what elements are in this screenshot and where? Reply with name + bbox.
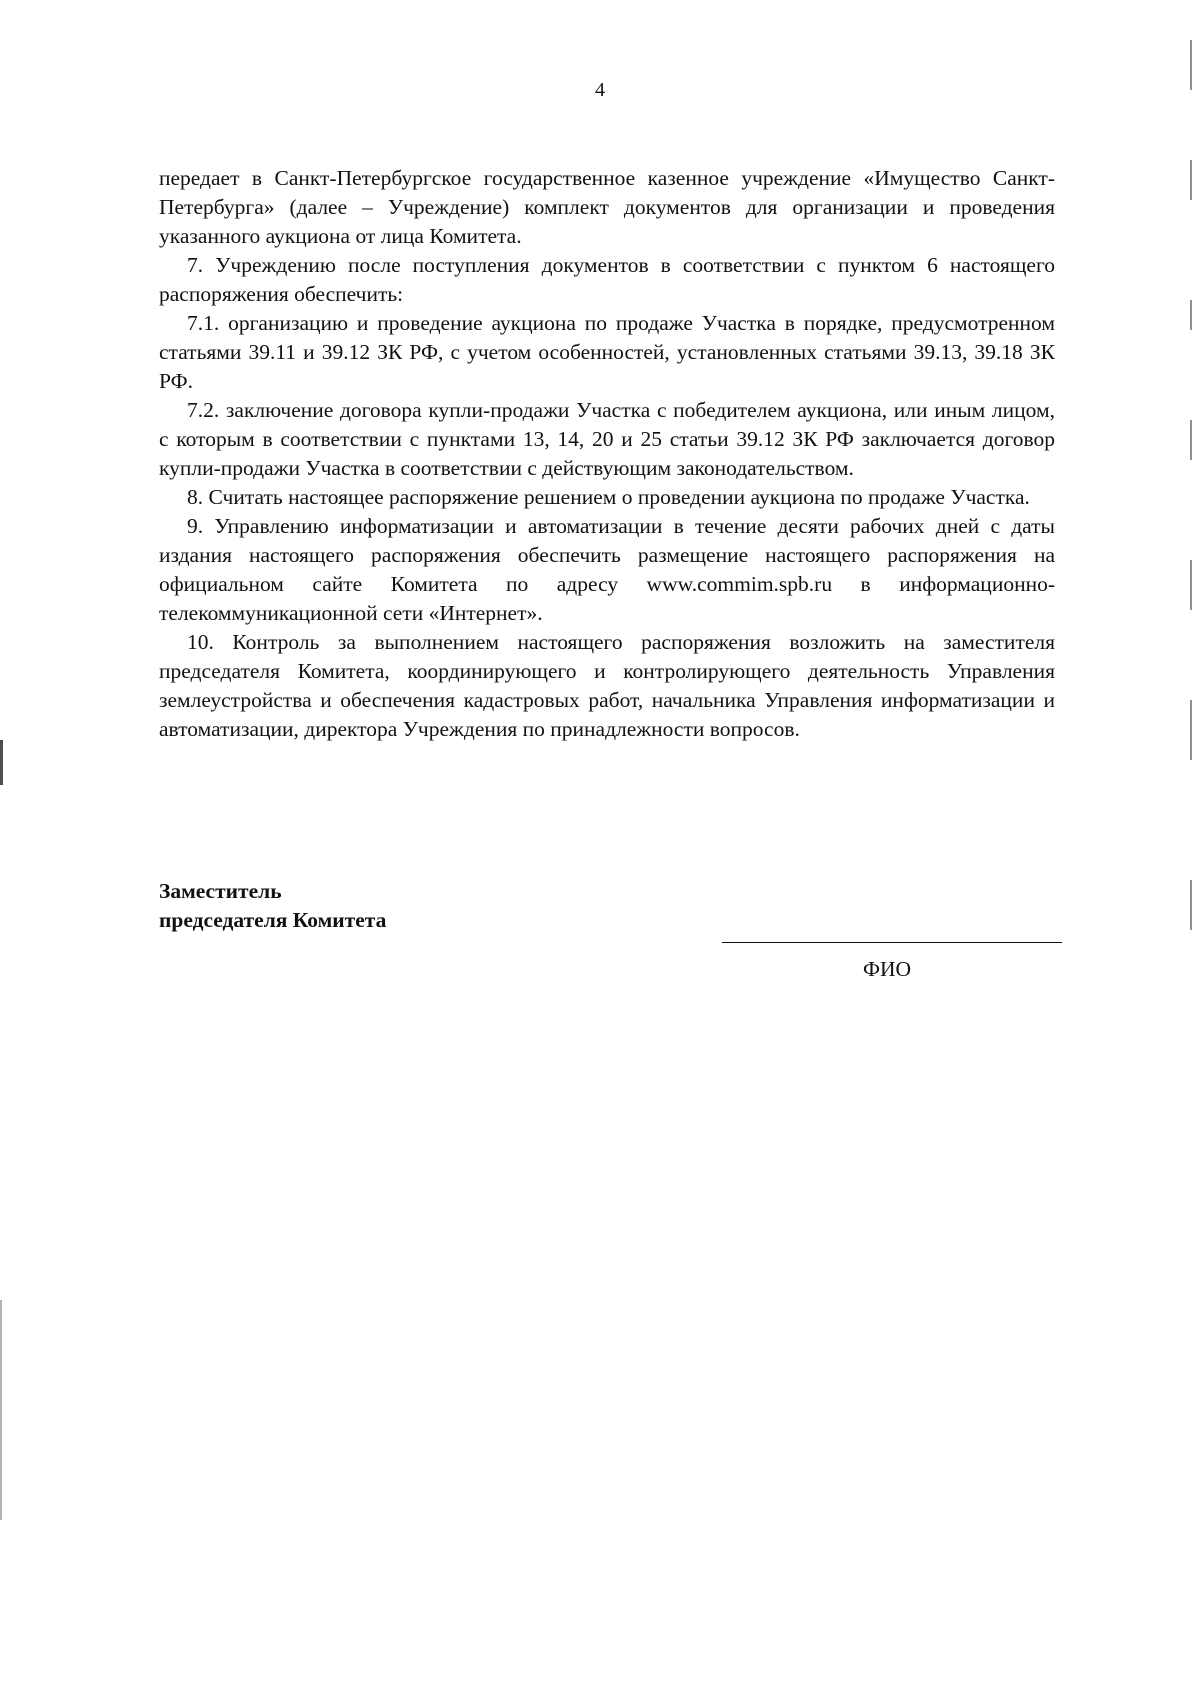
scan-artifact-right-1 xyxy=(1190,40,1192,90)
paragraph-item-10: 10. Контроль за выполнением настоящего распоряжения возложить на заместителя председателя Комитета, координирующего и контролирующего деятельность Управления землеустройства и обеспечения кадастровых работ, начальника Управления информатизации и автоматизации, директора Учреждения по принадлежности вопросов. xyxy=(159,630,1055,741)
scan-artifact-left-1 xyxy=(0,740,3,785)
paragraph-item-9: 9. Управлению информатизации и автоматизации в течение десяти рабочих дней с даты издания настоящего распоряжения обеспечить размещение настоящего распоряжения на официальном сайте Комитета по адресу www.commim.spb.ru в информационно-телекоммуникационной сети «Интернет». xyxy=(159,514,1055,625)
scan-artifact-right-7 xyxy=(1190,880,1192,930)
paragraph-continuation: передает в Санкт-Петербургское государственное казенное учреждение «Имущество Санкт-Петербурга» (далее – Учреждение) комплект документов для организации и проведения указанного аукциона от лица Комитета. xyxy=(159,166,1055,248)
paragraph-item-7-1: 7.1. организацию и проведение аукциона по продаже Участка в порядке, предусмотренном статьями 39.11 и 39.12 ЗК РФ, с учетом особенностей, установленных статьями 39.13, 39.18 ЗК РФ. xyxy=(159,311,1055,393)
signatory-name-placeholder: ФИО xyxy=(863,957,912,981)
signature-title-line-2: председателя Комитета xyxy=(159,908,387,932)
paragraph-item-7: 7. Учреждению после поступления документов в соответствии с пунктом 6 настоящего распоряжения обеспечить: xyxy=(159,253,1055,306)
scan-artifact-right-5 xyxy=(1190,560,1192,610)
signature-line xyxy=(722,942,1062,943)
page-number: 4 xyxy=(595,79,605,101)
scan-artifact-right-2 xyxy=(1190,160,1192,200)
scan-artifact-left-2 xyxy=(0,1300,2,1520)
paragraph-item-8: 8. Считать настоящее распоряжение решением о проведении аукциона по продаже Участка. xyxy=(187,485,1030,509)
document-body xyxy=(159,164,1055,744)
scan-artifact-right-4 xyxy=(1190,420,1192,460)
signature-title-line-1: Заместитель xyxy=(159,879,282,903)
scan-artifact-right-6 xyxy=(1190,700,1192,760)
signature-title xyxy=(159,877,386,935)
scan-artifact-right-3 xyxy=(1190,300,1192,330)
paragraph-item-7-2: 7.2. заключение договора купли-продажи Участка с победителем аукциона, или иным лицом, с которым в соответствии с пунктами 13, 14, 20 и 25 статьи 39.12 ЗК РФ заключается договор купли-продажи Участка в соответствии с действующим законодательством. xyxy=(159,398,1055,480)
